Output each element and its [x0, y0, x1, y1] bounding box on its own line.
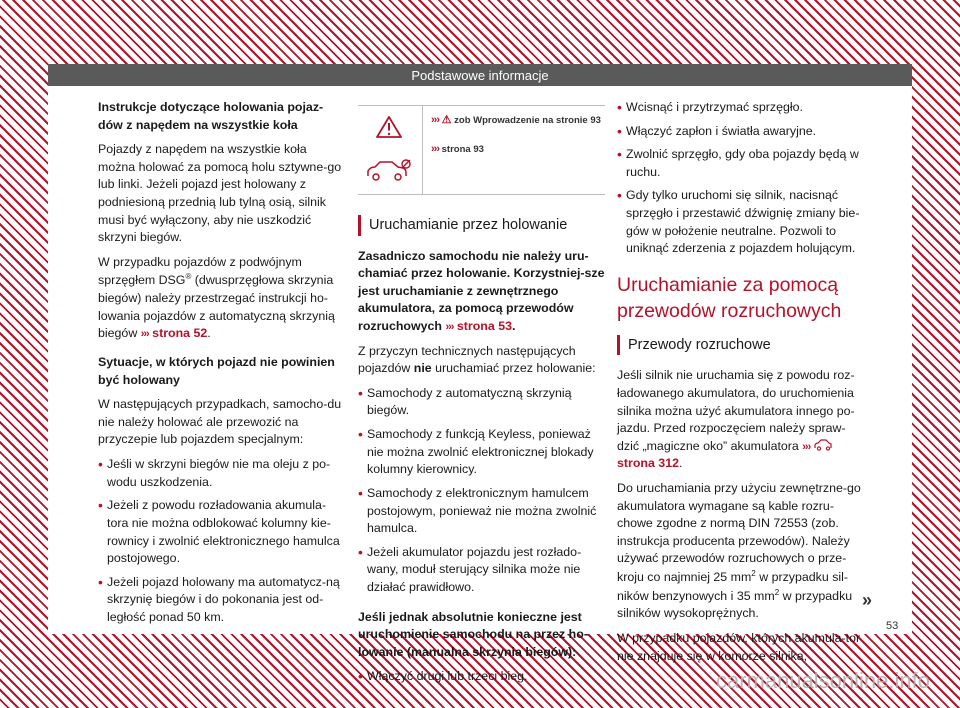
continue-arrow-icon: » [862, 590, 873, 610]
manual-tow-heading: Jeśli jednak absolutnie konieczne jest uruchomienie samochodu na przez ho-lowanie (manualna skrzynia biegów): [358, 609, 588, 659]
no-tow-list [98, 456, 346, 626]
list-item: • Jeżeli z powodu rozładowania akumula-tora nie można odblokować kolumny kie-rownicy i zwolnić elektronicznego hamulca postojowego. [98, 497, 346, 567]
list-item: • Samochody z funkcją Keyless, ponieważ nie można zwolnić elektronicznej blokady kolumny kierownicy. [358, 426, 605, 479]
ref-arrow-icon: ››› [140, 328, 149, 341]
dsg-paragraph [98, 254, 346, 343]
watermark: carmanualsonline.info [715, 668, 930, 693]
tow-start-heading-text: Zasadniczo samochodu nie należy uru-chamiać przez holowanie. Korzystniej-sze jest uruchamianie z zewnętrznego akumulatora, za pomocą przewodów rozruchowych [358, 248, 605, 334]
list-item: • Jeśli w skrzyni biegów nie ma oleju z po-wodu uszkodzenia. [98, 456, 346, 491]
list-item: • Gdy tylko uruchomi się silnik, nacisnąć sprzęgło i przestawić dźwignię zmiany bie-gów w położenie neutralne. Pozwoli to uniknąć zderzenia z pojazdem holującym. [617, 187, 861, 257]
warning-reference-text[interactable]: zob Wprowadzenie na stronie 93 [454, 115, 601, 126]
towing-awd-heading: Instrukcje dotyczące holowania pojaz-dów z napędem na wszystkie koła [98, 100, 324, 132]
jump-start-paragraph [617, 367, 861, 473]
environment-reference-text[interactable]: strona 93 [441, 144, 484, 156]
tow-start-heading [358, 248, 605, 336]
list-item: • Włączyć zapłon i światła awaryjne. [617, 123, 861, 141]
no-tow-intro: W następujących przypadkach, samocho-du nie należy holować ale przewozić na przyczepie lub pojazdem specjalnym: [98, 397, 342, 447]
warning-texts [423, 106, 601, 194]
squared-mark: 2 [751, 569, 756, 578]
page-ref-text[interactable]: strona 52 [152, 326, 208, 341]
heading-end: . [511, 319, 516, 334]
technical-text-b: uruchamiać przez holowanie: [431, 361, 596, 376]
page-number: 53 [886, 620, 899, 632]
list-item: • Samochody z elektronicznym hamulcem postojowym, ponieważ nie można zwolnić hamulca. [358, 485, 605, 538]
ref-arrow-icon: ››› [802, 440, 811, 453]
dsg-text-end: . [207, 326, 211, 341]
warning-triangle-icon [376, 116, 402, 138]
jump-start-text: Jeśli silnik nie uruchamia się z powodu roz-ładowanego akumulatora, do uruchomienia silnika można użyć akumulatora innego po-jazdu. Przed rozpoczęciem należy spraw-dzić „magiczne oko” akumulatora [617, 368, 855, 453]
small-warning-icon: ⚠ [441, 114, 452, 126]
column-3 [617, 99, 861, 672]
page-ref-link[interactable] [457, 319, 512, 333]
page-ref-link[interactable] [152, 326, 207, 340]
list-item: • Jeżeli pojazd holowany ma automatycz-ną skrzynię biegów i do pokonania jest od-ległość ponad 50 km. [98, 574, 346, 627]
dsg-text-a: W przypadku pojazdów z podwójnym sprzęgłem DSG [98, 254, 302, 288]
warning-reference[interactable] [431, 113, 601, 127]
cables-text-c: w przypadku silników wysokoprężnych. [617, 588, 853, 621]
cables-paragraph [617, 480, 861, 623]
ref-arrow-icon: ››› [431, 114, 439, 126]
squared-mark: 2 [774, 587, 780, 597]
dsg-text-b: (dwusprzęgłowa skrzynia biegów) należy przestrzegać instrukcji ho-lowania pojazdów z automatyczną skrzynią biegów [98, 273, 335, 341]
jump-start-heading: Uruchamianie za pomocą przewodów rozruchowych [617, 273, 842, 322]
section-title: Uruchamianie przez holowanie [358, 215, 605, 236]
list-item: • Zwolnić sprzęgło, gdy oba pojazdy będą w ruchu. [617, 146, 861, 181]
list-item: • Wcisnąć i przytrzymać sprzęgło. [617, 99, 861, 117]
list-item: • Włączyć drugi lub trzeci bieg. [358, 668, 605, 686]
environment-car-icon [814, 439, 834, 451]
list-item: • Jeżeli akumulator pojazdu jest rozłado-wany, moduł sterujący silnika może nie działać prawidłowo. [358, 544, 605, 597]
page-header [48, 64, 912, 86]
towing-awd-paragraph: Pojazdy z napędem na wszystkie koła można holować za pomocą holu sztywne-go lub linki. Jeżeli pojazd jest holowany z podniesioną przednią lub tylną osią, silnik musi być wyłączony, aby nie uszkodzić skrzyni biegów. [98, 142, 342, 245]
no-tow-start-list [358, 385, 605, 597]
technical-text-a: Z przyczyn technicznych następujących pojazdów [358, 343, 576, 376]
battery-location-paragraph: W przypadku pojazdów, których akumula-tor nie znajduje się w komorze silnika, [617, 631, 861, 663]
jumper-cables-subheading: Przewody rozruchowe [617, 335, 861, 356]
environment-reference[interactable] [431, 142, 601, 156]
page-ref-link[interactable] [617, 456, 679, 470]
list-item: • Samochody z automatyczną skrzynią biegów. [358, 385, 605, 420]
ref-arrow-icon: ››› [431, 143, 439, 156]
header-title: Podstawowe informacje [411, 67, 549, 83]
environment-car-icon [366, 158, 412, 184]
no-tow-heading: Sytuacje, w których pojazd nie powinien być holowany [98, 355, 335, 387]
page-ref-text[interactable]: strona 53 [456, 319, 512, 334]
column-2 [358, 99, 605, 693]
warning-icons [358, 106, 423, 194]
cables-text-a: Do uruchamiania przy użyciu zewnętrzne-go akumulatora wymagane są kable rozru-chowe zgodne z normą DIN 72553 (zob. instrukcja producenta przewodów). Należy używać przewodów rozruchowych o prze-kroju co najmniej 25 mm [617, 480, 861, 585]
technical-text-bold: nie [413, 361, 432, 376]
cables-text-b: w przypadku sil-ników benzynowych i 35 mm [617, 570, 849, 603]
page-ref-text[interactable]: strona 312 [617, 456, 679, 471]
jump-start-end: . [678, 456, 683, 471]
ref-arrow-icon: ››› [445, 321, 454, 334]
warning-box [358, 105, 605, 195]
manual-tow-steps-list [617, 99, 861, 258]
technical-reasons-paragraph [358, 343, 605, 378]
column-1 [98, 99, 346, 634]
registered-mark: ® [185, 272, 192, 282]
